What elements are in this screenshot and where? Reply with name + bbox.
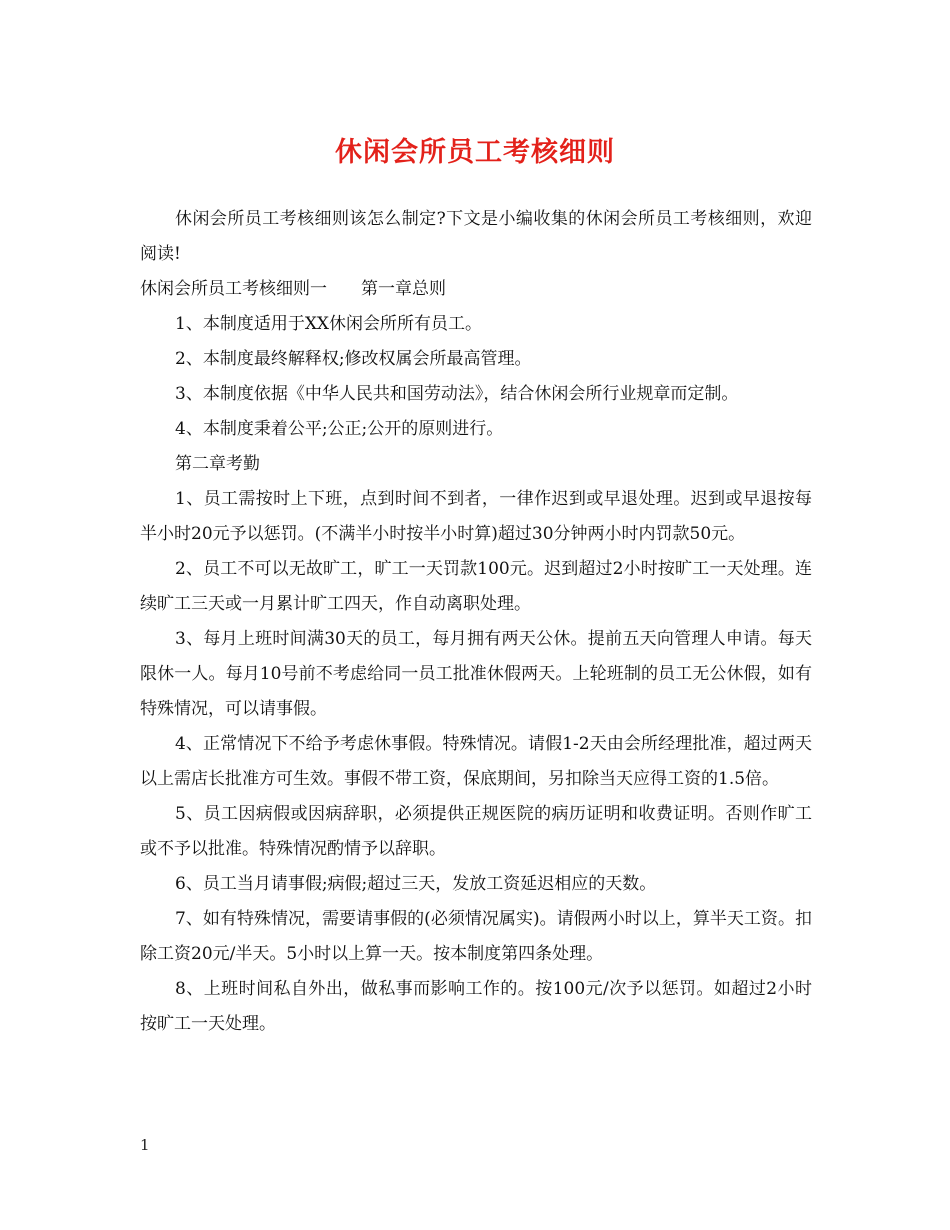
chapter2-item-7: 7、如有特殊情况，需要请事假的(必须情况属实)。请假两小时以上，算半天工资。扣除工资20元/半天。5小时以上算一天。按本制度第四条处理。	[140, 909, 812, 964]
chapter1-item-2: 2、本制度最终解释权;修改权属会所最高管理。	[175, 349, 532, 369]
section-title: 休闲会所员工考核细则一	[140, 279, 327, 299]
chapter2-item-6: 6、员工当月请事假;病假;超过三天，发放工资延迟相应的天数。	[175, 874, 657, 894]
document-body	[140, 202, 812, 1042]
document-title: 休闲会所员工考核细则	[335, 137, 615, 168]
chapter1-item-3: 3、本制度依据《中华人民共和国劳动法》，结合休闲会所行业规章而定制。	[175, 384, 739, 404]
intro-paragraph: 休闲会所员工考核细则该怎么制定?下文是小编收集的休闲会所员工考核细则，欢迎阅读!	[140, 209, 812, 264]
chapter2-title: 第二章考勤	[175, 454, 260, 474]
chapter2-item-4: 4、正常情况下不给予考虑休事假。特殊情况。请假1-2天由会所经理批准，超过两天以上需店长批准方可生效。事假不带工资，保底期间，另扣除当天应得工资的1.5倍。	[140, 734, 812, 789]
section-heading-line	[140, 272, 812, 307]
chapter1-item-1: 1、本制度适用于XX休闲会所所有员工。	[175, 314, 483, 334]
chapter2-item-1: 1、员工需按时上下班，点到时间不到者，一律作迟到或早退处理。迟到或早退按每半小时20元予以惩罚。(不满半小时按半小时算)超过30分钟两小时内罚款50元。	[140, 489, 812, 544]
chapter1-item-4: 4、本制度秉着公平;公正;公开的原则进行。	[175, 419, 504, 439]
chapter2-item-3: 3、每月上班时间满30天的员工，每月拥有两天公休。提前五天向管理人申请。每天限休一人。每月10号前不考虑给同一员工批准休假两天。上轮班制的员工无公休假，如有特殊情况，可以请事假。	[140, 629, 812, 719]
chapter2-item-5: 5、员工因病假或因病辞职，必须提供正规医院的病历证明和收费证明。否则作旷工或不予以批准。特殊情况酌情予以辞职。	[140, 804, 812, 859]
chapter2-item-8: 8、上班时间私自外出，做私事而影响工作的。按100元/次予以惩罚。如超过2小时按旷工一天处理。	[140, 979, 812, 1034]
chapter2-item-2: 2、员工不可以无故旷工，旷工一天罚款100元。迟到超过2小时按旷工一天处理。连续旷工三天或一月累计旷工四天，作自动离职处理。	[140, 559, 812, 614]
chapter1-title: 第一章总则	[361, 279, 446, 299]
page-number: 1	[140, 1136, 150, 1154]
